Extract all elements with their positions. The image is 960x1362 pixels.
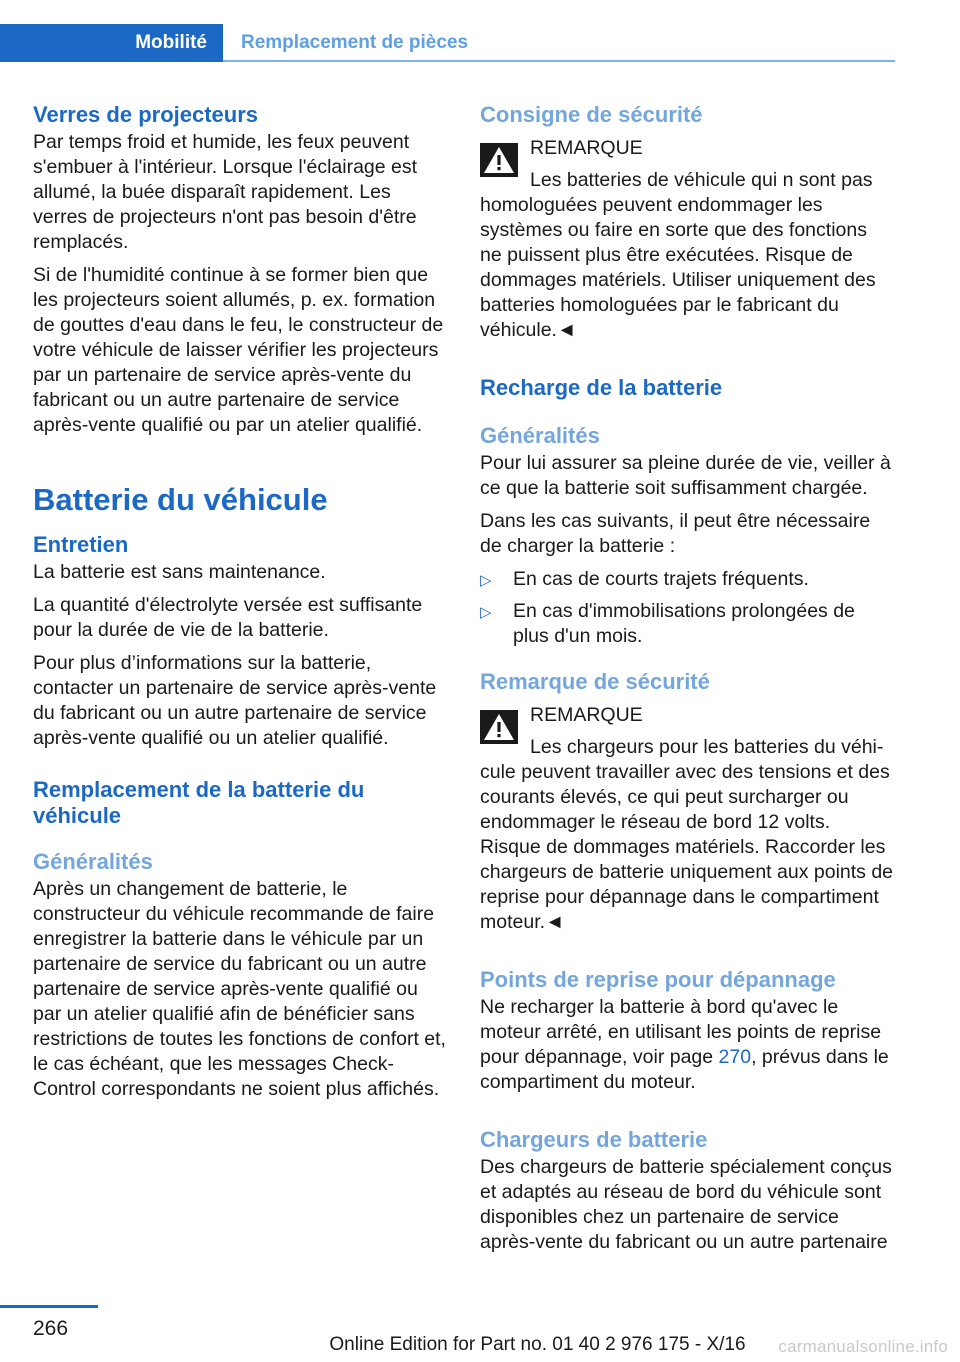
edition-note: Online Edition for Part no. 01 40 2 976 175 - X/16 [329, 1334, 746, 1355]
heading-jump-start-points: Points de reprise pour dépannage [480, 967, 836, 992]
warning-title: REMARQUE [530, 137, 643, 159]
paragraph: Des chargeurs de batterie spécialement conçus et adaptés au réseau de bord du véhicule sont disponibles chez un partenaire de service après-vente du fabricant ou un autre partenaire [480, 1156, 892, 1253]
warning-title: REMARQUE [530, 704, 643, 726]
warning-text-continued: homologuées peuvent endommager les systèmes ou faire en sorte que des fonctions ne puissent plus être exécutées. Risque de dommages matériels. Utiliser uniquement des batteries homologuées par le fabricant du véhicule.◄ [480, 194, 876, 341]
right-column [480, 100, 894, 1263]
section-label: Mobilité [135, 32, 207, 53]
paragraph: Dans les cas suivants, il peut être nécessaire de charger la batterie : [480, 510, 871, 557]
paragraph: Après un changement de batterie, le constructeur du véhicule recommande de faire enregistrer la batterie dans le véhicule par un partenaire de service du fabricant ou un autre partenaire de service après-vente qualifié ou par un atelier qualifié afin de bénéficier sans restrictions de toutes les fonctions de confort et, le cas échéant, que les messages Check-Control correspondants ne soient plus affichés. [33, 878, 446, 1100]
triangle-bullet-icon: ▷ [480, 604, 492, 621]
warning-triangle-icon [480, 143, 518, 177]
bullet-list [480, 567, 894, 649]
heading-general: Généralités [33, 849, 153, 874]
heading-maintenance: Entretien [33, 532, 129, 557]
warning-text: Les batteries de véhicule qui n sont pas [530, 169, 873, 191]
footer-divider [0, 1305, 98, 1308]
heading-battery-replacement: Remplacement de la batterie du véhicule [33, 777, 365, 828]
left-column [33, 100, 447, 1110]
heading-vehicle-battery: Batterie du véhicule [33, 482, 328, 517]
chapter-title: Remplacement de pièces [241, 32, 469, 53]
heading-safety-remark: Remarque de sécurité [480, 669, 710, 694]
list-item: ▷ En cas de courts trajets fréquents. [480, 567, 894, 592]
heading-battery-charging: Recharge de la batterie [480, 375, 723, 400]
paragraph: La quantité d'électrolyte versée est suffisante pour la durée de vie de la batterie. [33, 594, 423, 641]
watermark: carmanualsonline.info [778, 1337, 948, 1356]
paragraph: La batterie est sans maintenance. [33, 561, 326, 583]
heading-headlamp-lenses: Verres de projecteurs [33, 102, 259, 127]
paragraph: Pour plus d’informations sur la batterie, contacter un partenaire de service après-vente du fabricant ou un autre partenaire de service après-vente qualifié ou un atelier qualifié. [33, 652, 437, 749]
header-divider [223, 60, 895, 62]
section-tab [0, 24, 223, 62]
warning-text-continued: cule peuvent travailler avec des tensions et des courants élevés, ce qui peut surcharger ou endommager le réseau de bord 12 volts. Risque de dommages matériels. Raccorder les chargeurs de batterie uniquement aux points de reprise pour dépannage dans le compartiment moteur.◄ [480, 761, 894, 933]
paragraph: Pour lui assurer sa pleine durée de vie, veiller à ce que la batterie soit suffisamment chargée. [480, 452, 891, 499]
list-item: ▷ En cas d'immobilisations prolongées de plus d'un mois. [480, 600, 855, 647]
page-number: 266 [33, 1317, 69, 1340]
paragraph: Par temps froid et humide, les feux peuvent s'embuer à l'intérieur. Lorsque l'éclairage est allumé, la buée disparaît rapidement. Les verres de projecteurs n'ont pas besoin d'être remplacés. [33, 131, 418, 253]
warning-text: Les chargeurs pour les batteries du véhi- [530, 736, 884, 758]
triangle-bullet-icon: ▷ [480, 572, 492, 589]
heading-general: Généralités [480, 423, 600, 448]
heading-battery-chargers: Chargeurs de batterie [480, 1127, 708, 1152]
warning-box [480, 703, 894, 760]
paragraph: Si de l'humidité continue à se former bien que les projecteurs soient allumés, p. ex. formation de gouttes d'eau dans le feu, le constructeur de votre véhicule de laisser vérifier les projecteurs par un partenaire de service après-vente du fabricant ou un autre partenaire de service après-vente qualifié ou par un atelier qualifié. [33, 264, 444, 436]
page-header [0, 24, 895, 62]
warning-triangle-icon [480, 710, 518, 744]
heading-safety-note: Consigne de sécurité [480, 102, 703, 127]
page-reference-link[interactable]: 270 [718, 1046, 752, 1068]
warning-box [480, 136, 894, 193]
paragraph: Ne recharger la batterie à bord qu'avec le moteur arrêté, en utilisant les points de reprise pour dépannage, voir page 270, prévus dans le compartiment du moteur. [480, 996, 889, 1093]
